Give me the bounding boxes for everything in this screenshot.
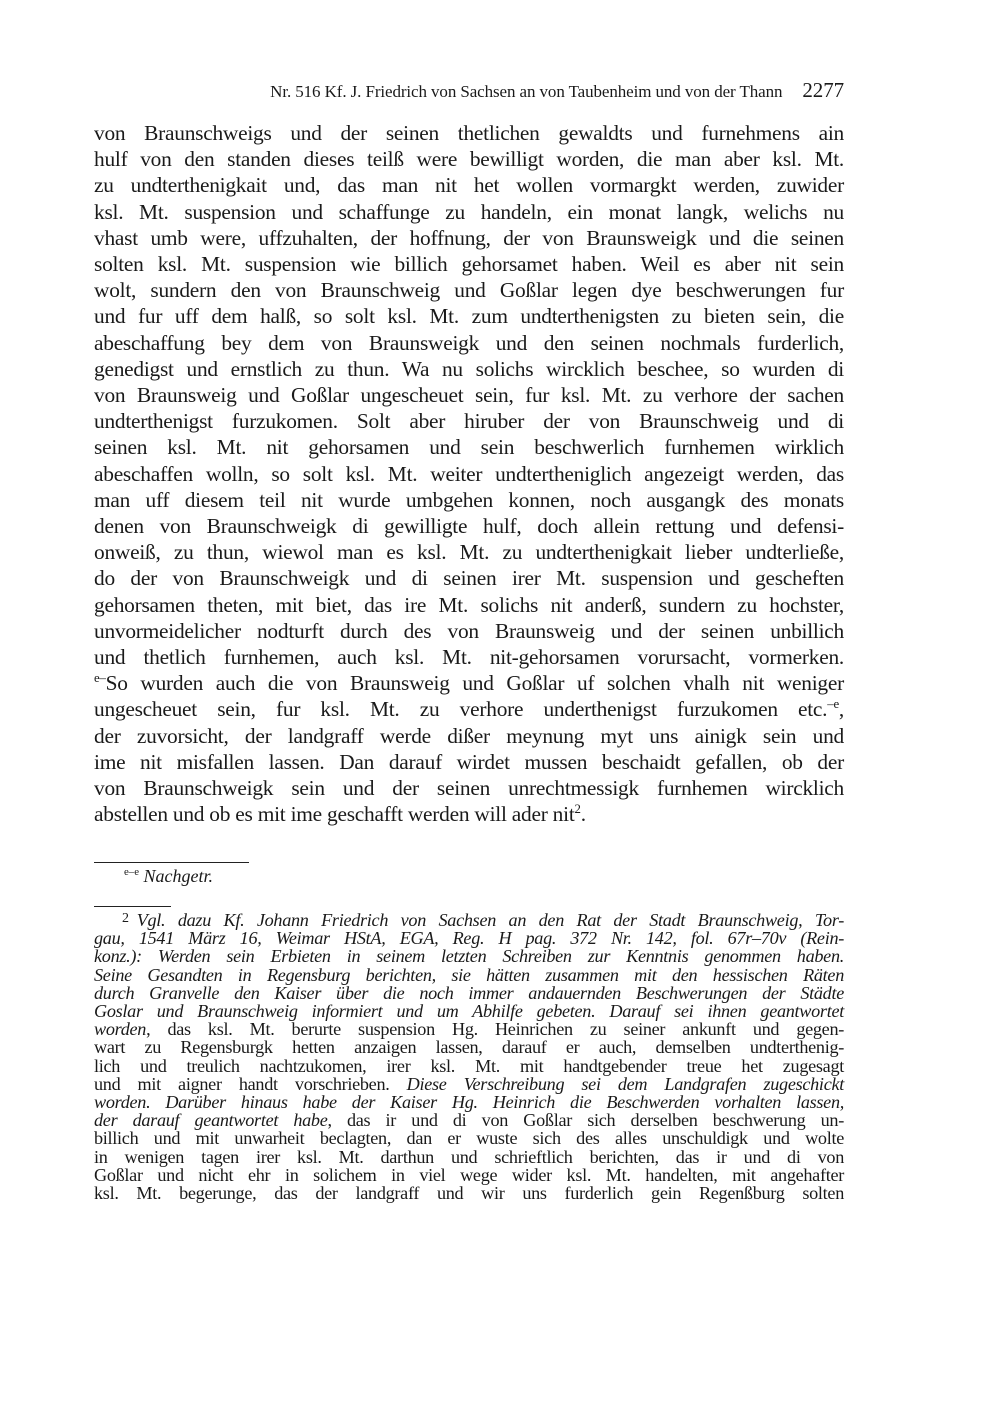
footnote-line — [94, 1184, 844, 1202]
footnote-text: wart zu Regensburgk hetten anzaigen lassen, darauf er auch, demselben undterthenig- — [94, 1037, 844, 1058]
text-line: von Braunschweigs und der seinen thetlichen gewaldts und furnehmens ain — [94, 121, 844, 145]
last-line-text: abstellen und ob es mit ime geschafft werden will ader nit — [94, 802, 575, 827]
footnote-line — [94, 984, 844, 1002]
footnote-line — [94, 1002, 844, 1020]
footnote-line — [94, 910, 844, 929]
text-line: vhast umb were, uffzuhalten, der hoffnung, der von Braunsweigk und die seinen — [94, 225, 844, 250]
text-line: seinen ksl. Mt. nit gehorsamen und sein beschwerlich furnhemen wirklich — [94, 435, 844, 460]
running-title: Nr. 516 Kf. J. Friedrich von Sachsen an von Taubenheim und von der Thann — [270, 82, 783, 101]
text-line — [94, 696, 844, 722]
footnote-text: ksl. Mt. begerunge, das der landgraff und wir uns furderlich gein Regenßburg solten — [94, 1183, 844, 1204]
text-line: hulf von den standen dieses teilß were bewilligt worden, die man aber ksl. Mt. — [94, 147, 844, 172]
textual-note — [124, 866, 213, 887]
footnote-text: in wenigen tagen irer ksl. Mt. darthun und schrieftlich berichten, das ir und di von — [94, 1146, 844, 1167]
footnote-line — [94, 1166, 844, 1184]
text-line: genedigst und ernstlich zu thun. Wa nu solichs wircklich beschee, so wurden di — [94, 356, 844, 381]
footnote-text: , das ir und di von Goßlar sich derselben beschwerung un- — [327, 1110, 844, 1131]
footnote-text: und mit aigner handt vorschrieben. — [94, 1073, 407, 1094]
footnote-italic-text: der darauf geantwortet habe — [94, 1110, 328, 1131]
emendation-text: So wurden auch die von Braunsweig und Goßlar uf solchen vhalh nit weniger — [105, 671, 844, 696]
text-line — [94, 670, 844, 696]
footnote-text: , das ksl. Mt. berurte suspension Hg. Heinrichen zu seiner ankunft und gegen- — [146, 1019, 844, 1040]
footnotes — [94, 910, 844, 1202]
punctuation: , — [838, 697, 844, 722]
text-line: von Braunschweigk sein und der seinen unrechtmessigk furnhemen wircklich — [94, 776, 844, 801]
textual-notes-rule — [94, 862, 249, 863]
text-line: unvormeidelicher nodturft durch des von Braunsweig und der seinen unbillich — [94, 618, 844, 643]
footnote-italic-text: gau, 1541 März 16, Weimar HStA, EGA, Reg. H pag. 372 Nr. 142, fol. 67r–70v (Rein- — [94, 928, 844, 949]
footnote-italic-text: Seine Gesandten in Regensburg berichten, sie hätten zusammen mit den hessischen Räten — [94, 964, 844, 985]
text-line: do der von Braunschweigk und di seinen irer Mt. suspension und gescheften — [94, 566, 844, 591]
text-line: onweiß, zu thun, wiewol man es ksl. Mt. zu undterthenigkait lieber undterließe, — [94, 540, 844, 565]
note-marker: e–e — [124, 866, 139, 878]
footnote-text: billich und mit unwarheit beclagten, dan er wuste sich des alles unschuldigk und wolte — [94, 1128, 844, 1149]
text-line: ime nit misfallen lassen. Dan darauf wirdet mussen beschaidt gefallen, ob der — [94, 749, 844, 774]
emendation-end-marker: –e — [827, 697, 839, 712]
footnote-italic-text: worden. Darüber hinaus habe der Kaiser Hg. Heinrich die Beschwerden vorhalten lassen, — [94, 1092, 844, 1113]
page-number: 2277 — [802, 78, 844, 102]
footnote-line — [94, 1129, 844, 1147]
text-line: abeschaffung bey dem von Braunsweigk und den seinen nochmals furderlich, — [94, 330, 844, 355]
text-line: denen von Braunschweigk di gewilligte hulf, doch allein rettung und defensi- — [94, 514, 844, 539]
text-line: man uff diesem teil nit wurde umbgehen konnen, noch ausgangk des monats — [94, 487, 844, 512]
footnote-number: 2 — [122, 911, 129, 926]
footnote-italic-text: Goslar und Braunschweig informiert und um Abhilfe gebeten. Darauf sei ihnen geantwortet — [94, 1001, 844, 1022]
text-line: gehorsamen theten, mit biet, das ire Mt. solichs nit anderß, sundern zu hochster, — [94, 592, 844, 617]
text-line: undterthenigst furzukomen. Solt aber hiruber der von Braunschweig und di — [94, 409, 844, 434]
text-line: ksl. Mt. suspension und schaffunge zu handeln, ein monat langk, welichs nu — [94, 199, 844, 224]
footnote-line — [94, 929, 844, 947]
text-line: von Braunsweig und Goßlar ungescheuet sein, fur ksl. Mt. zu verhore der sachen — [94, 383, 844, 408]
text-line — [94, 801, 844, 827]
footnote-text: Goßlar und nicht ehr in solichem in viel wege wider ksl. Mt. handelten, mit angehafter — [94, 1164, 844, 1185]
main-text — [94, 120, 844, 827]
running-head — [94, 78, 844, 108]
footnote-italic-text: durch Granvelle den Kaiser über die noch immer andauernden Beschwerungen der Städte — [94, 982, 844, 1003]
footnote-line — [94, 1075, 844, 1093]
footnote-italic-text: Vgl. dazu Kf. Johann Friedrich von Sachsen an den Rat der Stadt Braunschweig, Tor- — [136, 910, 844, 930]
footnote-line — [94, 1111, 844, 1129]
main-text-lines — [94, 120, 844, 670]
footnote-line — [94, 1020, 844, 1038]
text-line: der zuvorsicht, der landgraff werde dißer meynung myt uns ainigk sein und — [94, 723, 844, 748]
text-line: abeschaffen wolln, so solt ksl. Mt. weiter undtertheniglich angezeigt werden, das — [94, 461, 844, 486]
footnote-italic-text: worden — [94, 1019, 147, 1040]
document-page — [94, 78, 844, 1204]
footnote-line — [94, 1038, 844, 1056]
note-text: Nachgetr. — [143, 866, 213, 886]
footnote-italic-text: Diese Verschreibung sei dem Landgrafen zugeschickt — [406, 1073, 844, 1094]
footnote-line — [94, 1057, 844, 1075]
text-line: solten ksl. Mt. suspension wie billich gehorsamet haben. Weil es aber nit sein — [94, 252, 844, 277]
text-line: zu undterthenigkait und, das man nit het wollen vormargkt werden, zuwider — [94, 173, 844, 198]
footnote-line — [94, 966, 844, 984]
main-text-lines-after — [94, 723, 844, 802]
text-line: und thetlich furnhemen, auch ksl. Mt. nit-gehorsamen vorursacht, vormerken. — [94, 645, 844, 670]
emendation-start-marker: e– — [94, 671, 106, 686]
footnote-line — [94, 947, 844, 965]
text-line: und fur uff dem halß, so solt ksl. Mt. zum undterthenigsten zu bieten sein, die — [94, 304, 844, 329]
footnote-ref[interactable]: 2 — [574, 802, 581, 817]
footnote-line — [94, 1148, 844, 1166]
punctuation: . — [580, 802, 586, 827]
text-line: wolt, sundern den von Braunschweig und Goßlar legen dye beschwerungen fur — [94, 278, 844, 303]
emendation-text: ungescheuet sein, fur ksl. Mt. zu verhore underthenigst furzukomen etc. — [94, 697, 828, 722]
footnote-text: lich und treulich nachtzukomen, irer ksl. Mt. mit handtgebender treue het zugesagt — [94, 1055, 844, 1076]
footnotes-rule — [94, 906, 171, 907]
footnote-italic-text: konz.): Werden sein Erbieten in seinem letzten Schreiben zur Kenntnis genommen haben. — [94, 946, 844, 967]
footnote-line — [94, 1093, 844, 1111]
